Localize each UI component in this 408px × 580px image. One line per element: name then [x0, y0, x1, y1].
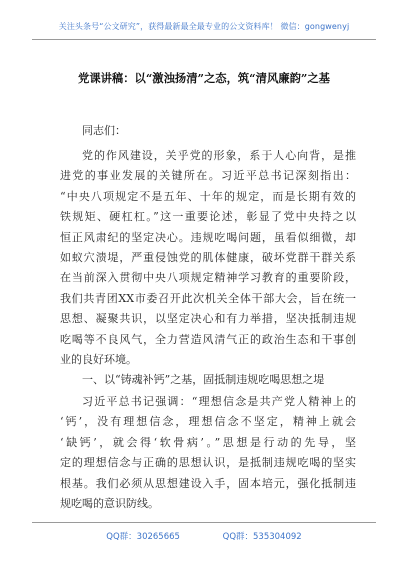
footer-qq-group-2: QQ群：535304092: [222, 532, 302, 542]
paragraph-line: 党的作风建设，关乎党的形象，系于人心向背，是推: [82, 149, 356, 162]
paragraph-line: “中央八项规定不是五年、十年的规定，而是长期有效的: [60, 189, 356, 203]
paragraph-line: 定的理想信念与正确的思想认识，是抵制违规吃喝的坚实: [60, 456, 356, 470]
paragraph-line: 规吃喝的意识防线。: [60, 496, 159, 510]
paragraph-line: ‘钙’，没有理想信念，理想信念不坚定，精神上就会: [60, 415, 356, 429]
header-divider: [32, 39, 376, 40]
footer-divider: [32, 522, 376, 523]
paragraph-line: 习近平总书记强调：“理想信念是共产党人精神上的: [82, 395, 356, 408]
paragraph-line: 根基。我们必须从思想建设入手，固本培元，强化抵制违: [60, 476, 356, 490]
paragraph-section-one: [60, 392, 356, 514]
paragraph-line: 在当前深入贯彻中央八项规定精神学习教育的重要阶段，: [60, 271, 356, 285]
header-note: 关注头条号“公文研究”，获得最新最全最专业的公文资料库！ 微信：gongwenyj: [58, 22, 350, 31]
paragraph-intro: [60, 146, 356, 370]
section-heading-line: 一、以“铸魂补钙”之基，固抵制违规吃喝思想之堤: [82, 373, 325, 386]
paragraph-line: 思想、凝聚共识，以坚定决心和有力举措，坚决抵制违规: [60, 312, 356, 326]
paragraph-line: 铁规矩、硬杠杠。”这一重要论述，彰显了党中央持之以: [60, 210, 356, 224]
document-title: 党课讲稿：以“激浊扬清”之态，筑“清风廉韵”之基: [78, 71, 330, 85]
salutation: 同志们：: [82, 124, 126, 137]
paragraph-line: 我们共青团XX市委召开此次机关全体干部大会，旨在统一: [60, 291, 356, 305]
section-heading: [60, 370, 356, 390]
paragraph-line: 进党的事业发展的关键所在。习近平总书记深刻指出：: [60, 169, 356, 183]
paragraph-line: 恒正风肃纪的坚定决心。违规吃喝问题，虽看似细微，却: [60, 230, 356, 244]
paragraph-line: 业的良好环境。: [60, 352, 137, 366]
paragraph-line: ‘缺钙’，就会得‘软骨病’。”思想是行动的先导，坚: [60, 435, 356, 449]
footer: [0, 530, 408, 542]
paragraph-line: 如蚁穴溃堤，严重侵蚀党的肌体健康，破坏党群干群关系: [60, 250, 356, 264]
footer-qq-group-1: QQ群：30265665: [106, 532, 180, 542]
paragraph-line: 吃喝等不良风气，全力营造风清气正的政治生态和干事创: [60, 332, 356, 346]
